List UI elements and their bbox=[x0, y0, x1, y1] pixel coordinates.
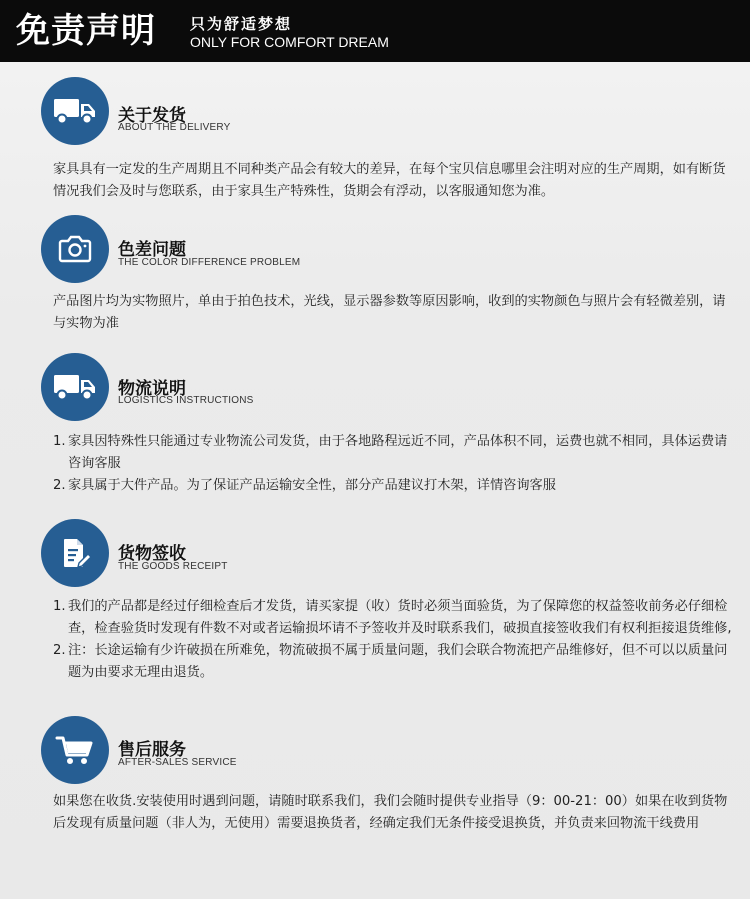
section-logistics bbox=[0, 353, 750, 503]
section-after-sales bbox=[0, 716, 750, 866]
truck-icon bbox=[41, 77, 109, 145]
section-title: 货物签收 bbox=[118, 544, 186, 564]
shopping-cart-icon bbox=[41, 716, 109, 784]
list-item-text: 家具因特殊性只能通过专业物流公司发货，由于各地路程远近不同，产品体积不同，运费也就不相同，具体运费请咨询客服 bbox=[68, 434, 728, 471]
list-item bbox=[53, 596, 733, 640]
section-subtitle: AFTER-SALES SERVICE bbox=[118, 757, 237, 768]
document-edit-icon bbox=[41, 519, 109, 587]
section-subtitle: THE COLOR DIFFERENCE PROBLEM bbox=[118, 257, 301, 268]
section-title: 色差问题 bbox=[118, 240, 186, 260]
section-list bbox=[53, 431, 733, 497]
header-subtitle-cn: 只为舒适梦想 bbox=[190, 15, 293, 33]
header-subtitle-en: ONLY FOR COMFORT DREAM bbox=[190, 34, 389, 50]
section-subtitle: ABOUT THE DELIVERY bbox=[118, 122, 231, 133]
header-banner bbox=[0, 0, 750, 62]
section-text: 家具具有一定发的生产周期且不同种类产品会有较大的差异，在每个宝贝信息哪里会注明对应的生产周期，如有断货情况我们会及时与您联系，由于家具生产特殊性，货期会有浮动，以客服通知您为准。 bbox=[53, 162, 726, 199]
list-item bbox=[53, 475, 733, 497]
section-subtitle: THE GOODS RECEIPT bbox=[118, 561, 228, 572]
section-delivery bbox=[0, 77, 750, 207]
list-item bbox=[53, 640, 733, 684]
section-goods-receipt bbox=[0, 519, 750, 704]
section-title: 售后服务 bbox=[118, 740, 186, 760]
section-title: 物流说明 bbox=[118, 379, 186, 399]
list-item-number: 1. bbox=[53, 599, 66, 614]
list-item bbox=[53, 431, 733, 475]
list-item-text: 注：长途运输有少许破损在所难免，物流破损不属于质量问题，我们会联合物流把产品维修好，但不可以以质量问题为由要求无理由退货。 bbox=[68, 643, 728, 680]
page-title: 免责声明 bbox=[16, 11, 156, 51]
truck-icon bbox=[41, 353, 109, 421]
list-item-text: 家具属于大件产品。为了保证产品运输安全性，部分产品建议打木架，详情咨询客服 bbox=[68, 478, 556, 493]
list-item-number: 2. bbox=[53, 643, 66, 658]
section-text: 如果您在收货.安装使用时遇到问题，请随时联系我们，我们会随时提供专业指导（9：00-21：00）如果在收到货物后发现有质量问题（非人为，无使用）需要退换货者，经确定我们无条件接受退换货，并负责来回物流干线费用 bbox=[53, 794, 728, 831]
section-text: 产品图片均为实物照片，单由于拍色技术，光线，显示器参数等原因影响，收到的实物颜色与照片会有轻微差别，请与实物为准 bbox=[53, 294, 726, 331]
list-item-number: 2. bbox=[53, 478, 66, 493]
camera-icon bbox=[41, 215, 109, 283]
list-item-text: 我们的产品都是经过仔细检查后才发货，请买家提（收）货时必须当面验货，为了保障您的权益签收前务必仔细检查，检查验货时发现有件数不对或者运输损坏请不予签收并及时联系我们，破损直接签收我们有权利拒接退货维修, bbox=[68, 599, 732, 636]
section-title: 关于发货 bbox=[118, 106, 186, 126]
list-item-number: 1. bbox=[53, 434, 66, 449]
section-subtitle: LOGISTICS INSTRUCTIONS bbox=[118, 395, 254, 406]
section-list bbox=[53, 596, 733, 684]
section-color-difference bbox=[0, 215, 750, 340]
